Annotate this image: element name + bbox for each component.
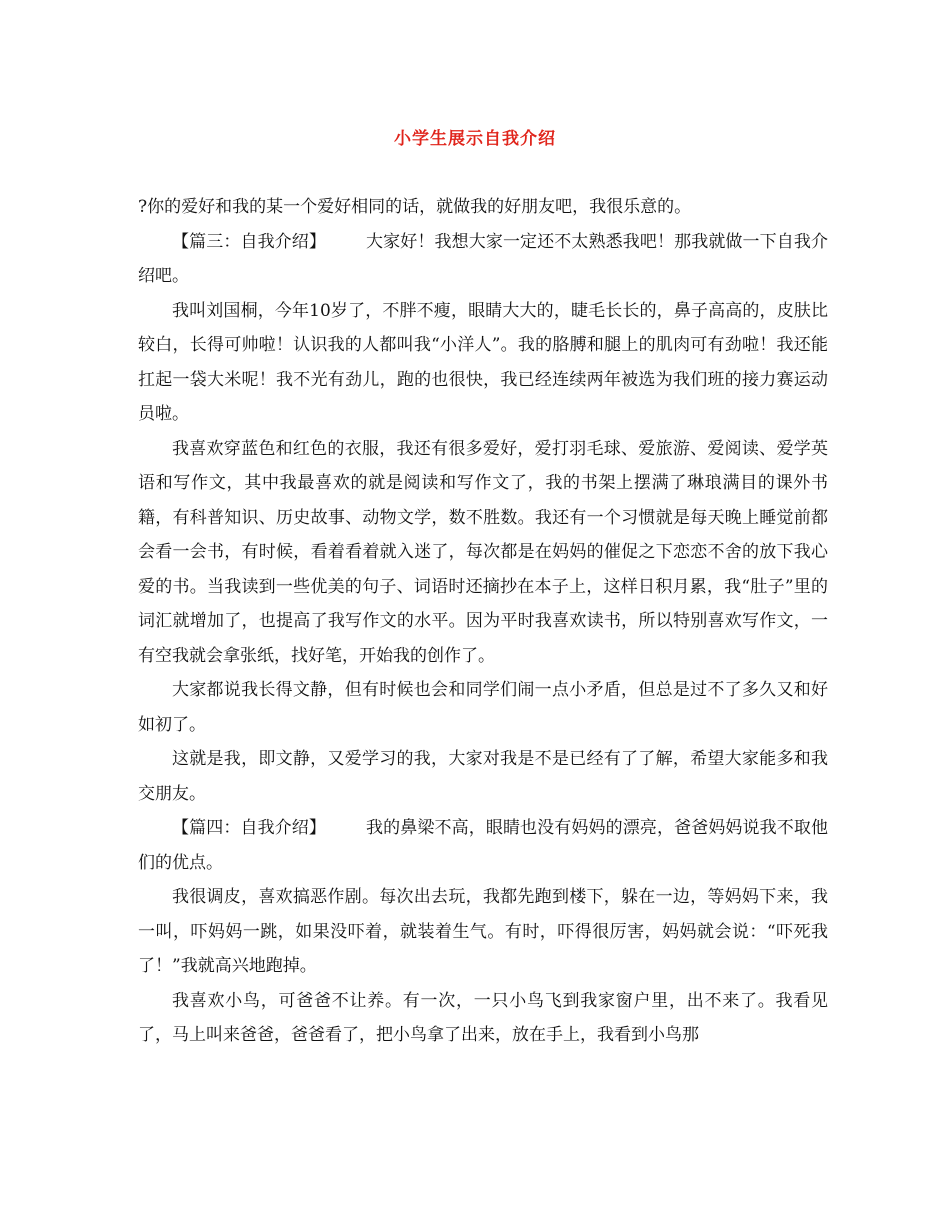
paragraph (138, 880, 828, 984)
paragraph (138, 742, 828, 811)
document-body (138, 190, 828, 1053)
paragraph (138, 225, 828, 294)
paragraph-text: 我的鼻梁不高，眼睛也没有妈妈的漂亮，爸爸妈妈说我不取他们的优点。 (138, 818, 829, 873)
paragraph-text: ?你的爱好和我的某一个爱好相同的话，就做我的好朋友吧，我很乐意的。 (138, 197, 692, 217)
paragraph-text: 大家好！我想大家一定还不太熟悉我吧！那我就做一下自我介绍吧。 (138, 231, 829, 286)
paragraph (138, 811, 828, 880)
paragraph-text: 我叫刘国桐，今年10岁了，不胖不瘦，眼睛大大的，睫毛长长的，鼻子高高的，皮肤比较白，长得可帅啦！认识我的人都叫我“小洋人”。我的胳膊和腿上的肌肉可有劲啦！我还能扛起一袋大米呢！我不光有劲儿，跑的也很快，我已经连续两年被选为我们班的接力赛运动员啦。 (138, 300, 828, 424)
paragraph (138, 190, 828, 225)
paragraph-text: 这就是我，即文静，又爱学习的我，大家对我是不是已经有了了解，希望大家能多和我交朋友。 (138, 749, 828, 804)
paragraph-text: 我喜欢小鸟，可爸爸不让养。有一次，一只小鸟飞到我家窗户里，出不来了。我看见了，马上叫来爸爸，爸爸看了，把小鸟拿了出来，放在手上，我看到小鸟那 (138, 990, 828, 1045)
section-heading: 【篇四：自我介绍】 (172, 818, 327, 838)
paragraph-text: 大家都说我长得文静，但有时候也会和同学们闹一点小矛盾，但总是过不了多久又和好如初了。 (138, 680, 828, 735)
paragraph (138, 984, 828, 1053)
paragraph-text: 我很调皮，喜欢搞恶作剧。每次出去玩，我都先跑到楼下，躲在一边，等妈妈下来，我一叫，吓妈妈一跳，如果没吓着，就装着生气。有时，吓得很厉害，妈妈就会说：“吓死我了！”我就高兴地跑掉。 (138, 887, 828, 976)
paragraph (138, 432, 828, 674)
paragraph (138, 673, 828, 742)
paragraph (138, 294, 828, 432)
section-heading: 【篇三：自我介绍】 (172, 231, 327, 252)
page-title: 小学生展示自我介绍 (394, 129, 556, 149)
paragraph-text: 我喜欢穿蓝色和红色的衣服，我还有很多爱好，爱打羽毛球、爱旅游、爱阅读、爱学英语和写作文，其中我最喜欢的就是阅读和写作文了，我的书架上摆满了琳琅满目的课外书籍，有科普知识、历史故事、动物文学，数不胜数。我还有一个习惯就是每天晚上睡觉前都会看一会书，有时候，看着看着就入迷了，每次都是在妈妈的催促之下恋恋不舍的放下我心爱的书。当我读到一些优美的句子、词语时还摘抄在本子上，这样日积月累，我“肚子”里的词汇就增加了，也提高了我写作文的水平。因为平时我喜欢读书，所以特别喜欢写作文，一有空我就会拿张纸，找好笔，开始我的创作了。 (138, 438, 828, 666)
